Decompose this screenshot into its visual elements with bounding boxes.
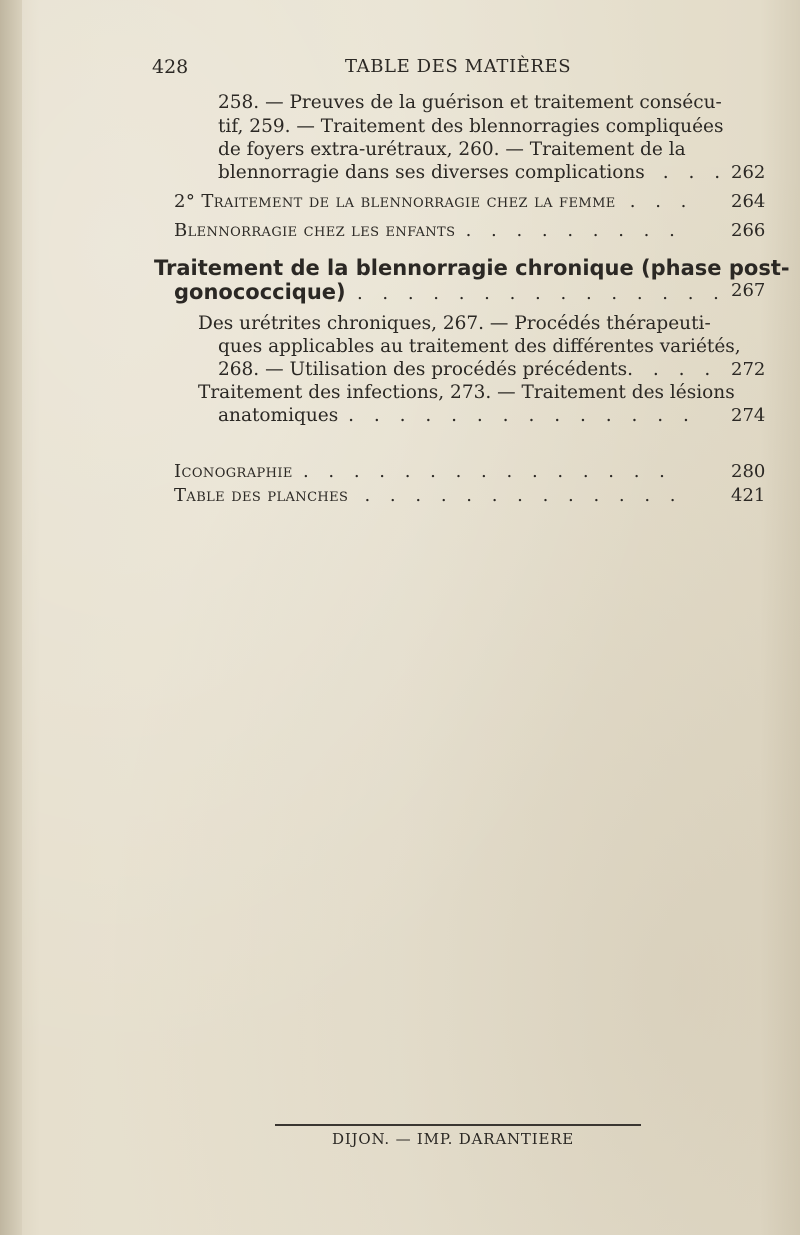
page-gutter (0, 0, 22, 1235)
toc-page-number: 272 (731, 359, 766, 380)
toc-entry-text: gonococcique) (174, 280, 346, 304)
toc-entry-text: Table des planches (174, 485, 349, 506)
toc-entry-text: 268. — Utilisation des procédés précédents. (218, 359, 633, 380)
dot-leader: . . . . . . . . . . . . . . . (302, 461, 672, 482)
dot-leader: . . . (662, 162, 728, 183)
dot-leader: . . . . . . . . . . . . . . . (356, 283, 726, 304)
toc-entry-line: Traitement des infections, 273. — Traitement des lésions (198, 382, 735, 403)
toc-entry-line (218, 405, 696, 426)
dot-leader: . . . . . . . . . . . . . (364, 485, 683, 506)
toc-page-number: 280 (731, 461, 766, 482)
toc-entry-line (174, 220, 682, 241)
running-header: TABLE DES MATIÈRES (345, 56, 572, 77)
dot-leader: . . . . . . . . . (465, 220, 682, 241)
toc-entry-line (218, 162, 727, 183)
dot-leader: . . . (629, 191, 694, 212)
section-heading: Traitement de la blennorragie chronique (phase post- (154, 256, 790, 280)
dot-leader: . . . (652, 359, 718, 380)
toc-entry-line: ques applicables au traitement des différentes variétés, (218, 336, 741, 357)
toc-page-number: 267 (731, 280, 766, 301)
toc-entry-line: Des urétrites chroniques, 267. — Procédés thérapeuti- (198, 313, 711, 334)
toc-page-number: 274 (731, 405, 766, 426)
section-heading-cont (174, 280, 726, 304)
printer-imprint: DIJON. — IMP. DARANTIERE (332, 1130, 575, 1148)
footer-rule (275, 1124, 641, 1126)
toc-page-number: 264 (731, 191, 766, 212)
toc-entry-text: Blennorragie chez les enfants (174, 220, 456, 241)
toc-entry-line (174, 191, 693, 212)
toc-page-number: 266 (731, 220, 766, 241)
toc-entry-line: de foyers extra-urétraux, 260. — Traitement de la (218, 139, 686, 160)
toc-page-number: 262 (731, 162, 766, 183)
toc-entry-line (218, 359, 717, 380)
toc-entry-line: tif, 259. — Traitement des blennorragies compliquées (218, 116, 724, 137)
toc-page-number: 421 (731, 485, 766, 506)
dot-leader: . . . . . . . . . . . . . . (348, 405, 696, 426)
toc-entry-line (174, 461, 672, 482)
toc-entry-text: anatomiques (218, 405, 339, 426)
toc-entry-line: 258. — Preuves de la guérison et traitement consécu- (218, 92, 722, 113)
page-number: 428 (152, 56, 189, 78)
toc-entry-text: 2° Traitement de la blennorragie chez la femme (174, 191, 616, 212)
toc-entry-text: blennorragie dans ses diverses complications (218, 162, 645, 183)
toc-entry-line (174, 485, 683, 506)
toc-entry-text: Iconographie (174, 461, 293, 482)
